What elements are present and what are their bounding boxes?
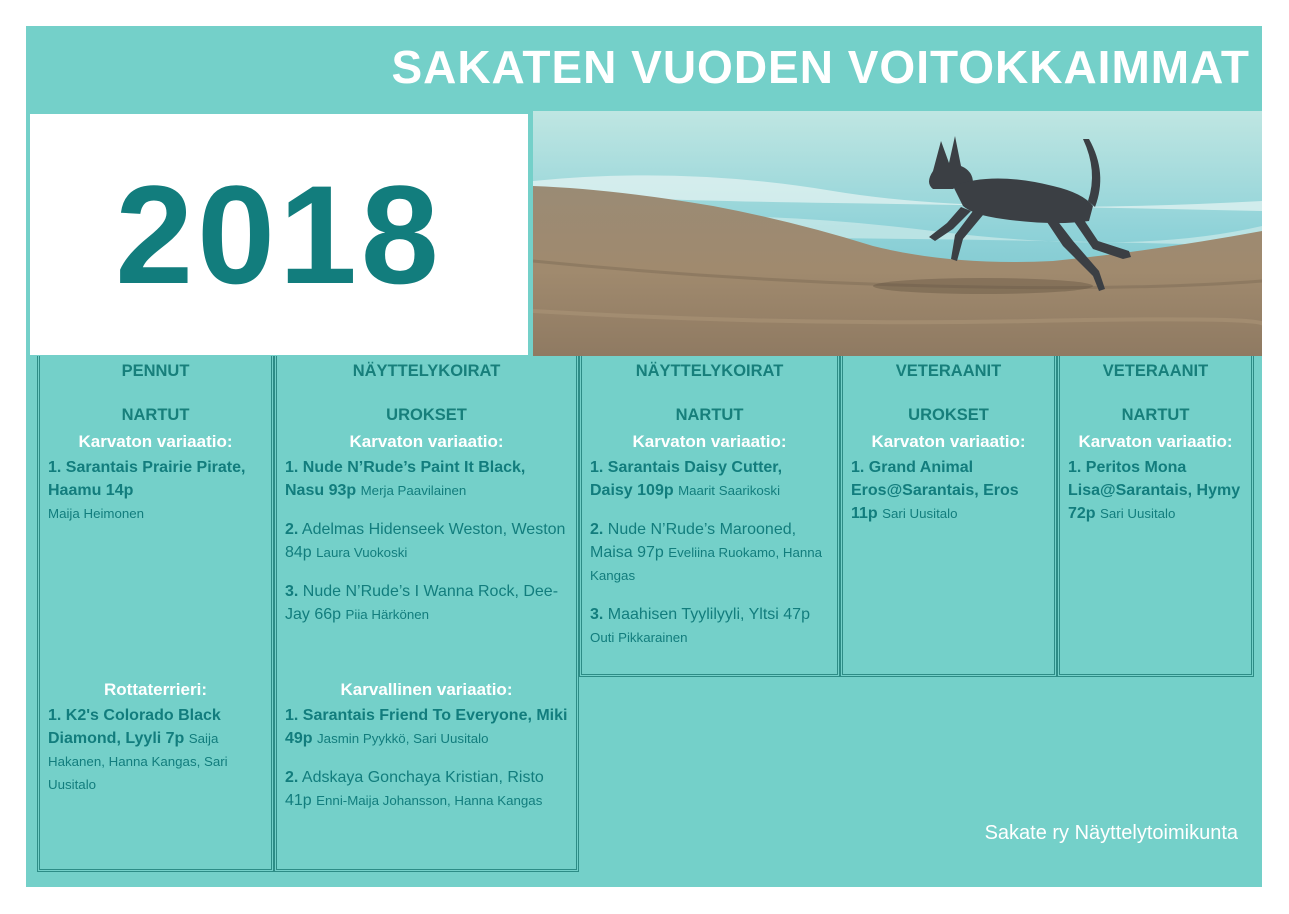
rank: 1.	[851, 459, 865, 476]
rank: 2.	[285, 521, 299, 538]
list-item	[590, 603, 829, 649]
rank: 3.	[590, 606, 604, 623]
dog-name: Adskaya Gonchaya Kristian, Risto 41p	[285, 769, 544, 809]
dog-name: Peritos Mona Lisa@Sarantais, Hymy 72p	[1068, 459, 1241, 522]
list-item	[285, 704, 568, 750]
rank: 2.	[285, 769, 299, 786]
column-subheading: UROKSET	[908, 406, 989, 424]
list-item	[285, 456, 568, 502]
dog-photo	[533, 111, 1262, 356]
list-item	[590, 518, 829, 587]
rank: 1.	[285, 459, 299, 476]
dog-running-on-beach-image	[533, 111, 1262, 356]
variety-label: Rottaterrieri:	[104, 680, 207, 699]
column-subheading: UROKSET	[386, 406, 467, 424]
dog-name: Adelmas Hidenseek Weston, Weston 84p	[285, 521, 566, 561]
dog-name: Maahisen Tyylilyyli, Yltsi 47p	[607, 606, 810, 623]
rank: 2.	[590, 521, 604, 538]
variety-label: Karvaton variaatio:	[78, 432, 233, 451]
rank: 1.	[1068, 459, 1082, 476]
list-item	[851, 456, 1046, 525]
owners: Jasmin Pyykkö, Sari Uusitalo	[317, 731, 489, 746]
column-veteraanit-nartut	[1057, 356, 1254, 677]
year-label: 2018	[115, 155, 443, 313]
column-heading: PENNUT	[121, 362, 190, 380]
dog-name: Nude N’Rude’s I Wanna Rock, Dee-Jay 66p	[285, 583, 559, 623]
list-item	[285, 766, 568, 812]
variety-label: Karvaton variaatio:	[632, 432, 787, 451]
column-heading: VETERAANIT	[1102, 362, 1209, 380]
column-heading: VETERAANIT	[895, 362, 1002, 380]
owners: Maarit Saarikoski	[678, 483, 781, 498]
variety-label: Karvaton variaatio:	[349, 432, 504, 451]
column-nayttelykoirat-urokset	[274, 356, 579, 872]
variety-label: Karvallinen variaatio:	[340, 680, 513, 699]
column-heading: NÄYTTELYKOIRAT	[352, 362, 501, 380]
variety-label: Karvaton variaatio:	[871, 432, 1026, 451]
poster-title: SAKATEN VUODEN VOITOKKAIMMAT	[391, 41, 1250, 93]
footer-organization: Sakate ry Näyttelytoimikunta	[984, 822, 1238, 844]
owners: Outi Pikkarainen	[590, 630, 688, 645]
owners: Enni-Maija Johansson, Hanna Kangas	[316, 793, 543, 808]
list-item	[285, 580, 568, 626]
owners: Sari Uusitalo	[882, 506, 958, 521]
owners: Merja Paavilainen	[360, 483, 467, 498]
rank: 3.	[285, 583, 299, 600]
column-subheading: NARTUT	[121, 406, 190, 424]
dog-name: Sarantais Daisy Cutter, Daisy 109p	[590, 459, 783, 499]
list-item	[590, 456, 829, 502]
column-subheading: NARTUT	[675, 406, 744, 424]
owners: Laura Vuokoski	[316, 545, 408, 560]
list-item	[285, 518, 568, 564]
dog-name: Sarantais Friend To Everyone, Miki 49p	[285, 707, 568, 747]
year-box	[30, 114, 528, 355]
owners: Sari Uusitalo	[1100, 506, 1176, 521]
rank: 1.	[285, 707, 299, 724]
owners: Saija Hakanen, Hanna Kangas, Sari Uusitalo	[48, 731, 228, 792]
poster	[26, 26, 1262, 887]
column-veteraanit-urokset	[840, 356, 1057, 677]
rank: 1.	[590, 459, 604, 476]
list-item	[48, 456, 263, 525]
rank: 1.	[48, 707, 62, 724]
list-item	[1068, 456, 1243, 525]
column-pennut-nartut	[37, 356, 274, 872]
list-item	[48, 704, 263, 796]
dog-name: Grand Animal Eros@Sarantais, Eros 11p	[851, 459, 1019, 522]
owners: Eveliina Ruokamo, Hanna Kangas	[590, 545, 823, 583]
column-heading: NÄYTTELYKOIRAT	[635, 362, 784, 380]
dog-name: K2's Colorado Black Diamond, Lyyli 7p	[48, 707, 221, 747]
column-nayttelykoirat-nartut	[579, 356, 840, 677]
column-subheading: NARTUT	[1121, 406, 1190, 424]
dog-name: Sarantais Prairie Pirate, Haamu 14p	[48, 459, 246, 499]
owners: Piia Härkönen	[345, 607, 430, 622]
dog-name: Nude N’Rude’s Marooned, Maisa 97p	[590, 521, 797, 561]
dog-name: Nude N’Rude’s Paint It Black, Nasu 93p	[285, 459, 526, 499]
variety-label: Karvaton variaatio:	[1078, 432, 1233, 451]
rank: 1.	[48, 459, 62, 476]
owners: Maija Heimonen	[48, 506, 145, 521]
